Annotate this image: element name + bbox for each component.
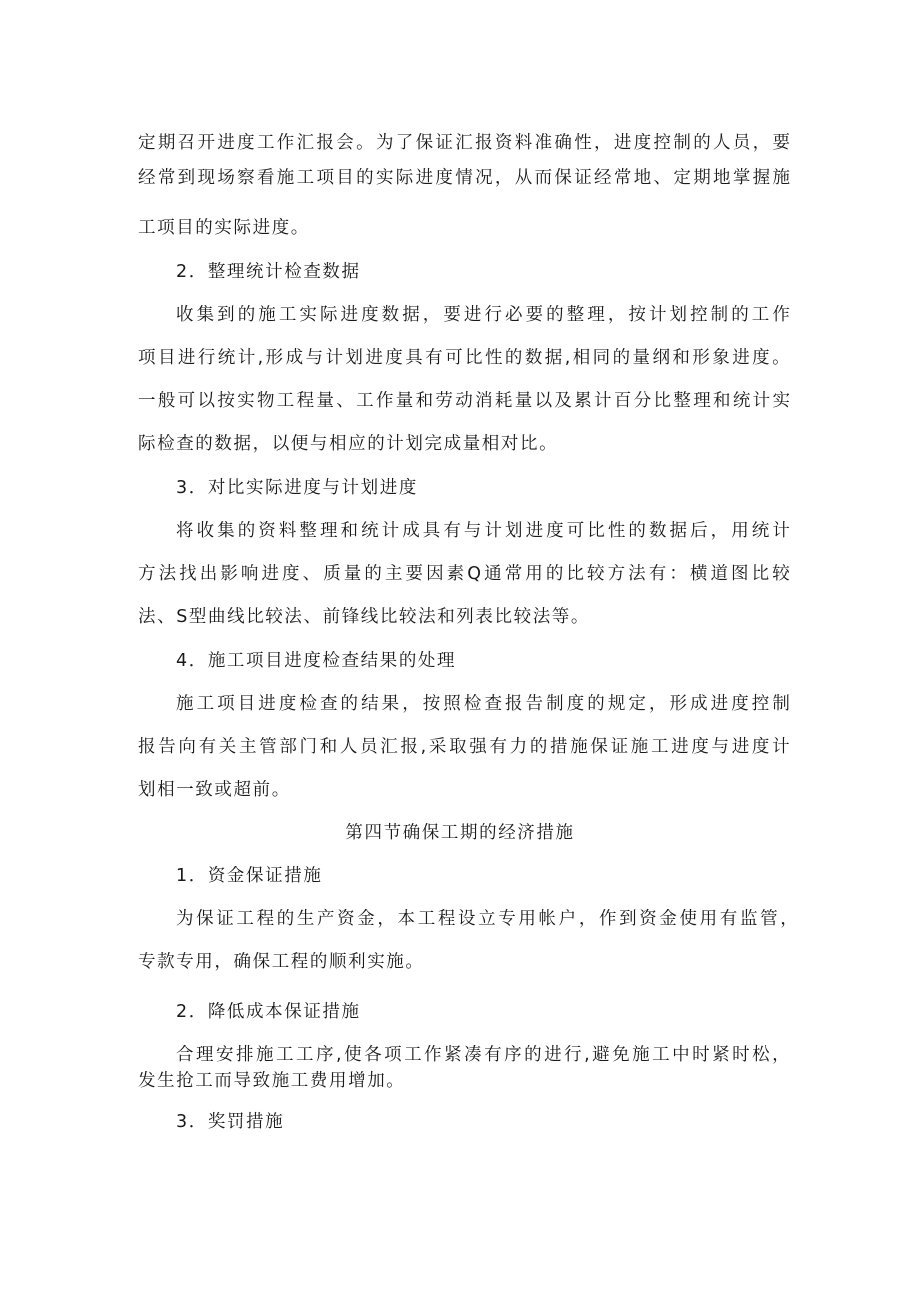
paragraph-line: 经 常 到 现 场 察 看 施 工 项 目 的 实 际 进 度 情 况 ， 从 而 保 证 经 常 地 、 定 期 地 掌 握 施 [138, 168, 790, 188]
subheading-rewards: 3．奖罚措施 [176, 1112, 285, 1132]
paragraph-line: 项 目 进 行 统 计 , 形 成 与 计 划 进 度 具 有 可 比 性 的 数 据 , 相 同 的 量 纲 和 形 象 进 度 。 [138, 348, 790, 368]
subheading-cost: 2．降低成本保证措施 [176, 1002, 361, 1022]
paragraph-line: 专款专用，确保工程的顺利实施。 [138, 952, 425, 972]
paragraph-line: 为 保 证 工 程 的 生 产 资 金 ， 本 工 程 设 立 专 用 帐 户 ， 作 到 资 金 使 用 有 监 管 ， [176, 909, 798, 929]
paragraph-line: 际检查的数据，以便与相应的计划完成量相对比。 [138, 434, 559, 454]
section-title: 第四节确保工期的经济措施 [345, 823, 575, 843]
paragraph-line: 方 法 找 出 影 响 进 度 、 质 量 的 主 要 因 素 Q 通 常 用 的 比 较 方 法 有 ： 横 道 图 比 较 [138, 564, 790, 584]
paragraph-line: 工项目的实际进度。 [138, 218, 310, 238]
paragraph-line: 将 收 集 的 资 料 整 理 和 统 计 成 具 有 与 计 划 进 度 可 比 性 的 数 据 后 ， 用 统 计 [176, 521, 790, 541]
paragraph-line: 施 工 项 目 进 度 检 查 的 结 果 ， 按 照 检 查 报 告 制 度 的 规 定 ， 形 成 进 度 控 制 [176, 694, 790, 714]
paragraph-line: 一 般 可 以 按 实 物 工 程 量 、 工 作 量 和 劳 动 消 耗 量 以 及 累 计 百 分 比 整 理 和 统 计 实 [138, 391, 790, 411]
paragraph-line: 收 集 到 的 施 工 实 际 进 度 数 据 ， 要 进 行 必 要 的 整 理 ， 按 计 划 控 制 的 工 作 [176, 305, 790, 325]
paragraph-line: 合 理 安 排 施 工 工 序 , 使 各 项 工 作 紧 凑 有 序 的 进 行 , 避 免 施 工 中 时 紧 时 松 ， [176, 1045, 790, 1065]
paragraph-line: 发生抢工而导致施工费用增加。 [138, 1071, 406, 1091]
paragraph-line: 法、S型曲线比较法、前锋线比较法和列表比较法等。 [138, 607, 591, 627]
subheading-funding: 1．资金保证措施 [176, 866, 323, 886]
paragraph-line: 定 期 召 开 进 度 工 作 汇 报 会 。 为 了 保 证 汇 报 资 料 准 确 性 ， 进 度 控 制 的 人 员 ， 要 [138, 133, 790, 153]
paragraph-line: 报 告 向 有 关 主 管 部 门 和 人 员 汇 报 , 采 取 强 有 力 的 措 施 保 证 施 工 进 度 与 进 度 计 [138, 737, 790, 757]
heading-item-3: 3．对比实际进度与计划进度 [176, 478, 418, 498]
heading-item-4: 4．施工项目进度检查结果的处理 [176, 651, 457, 671]
heading-item-2: 2．整理统计检查数据 [176, 262, 361, 282]
paragraph-line: 划相一致或超前。 [138, 780, 291, 800]
